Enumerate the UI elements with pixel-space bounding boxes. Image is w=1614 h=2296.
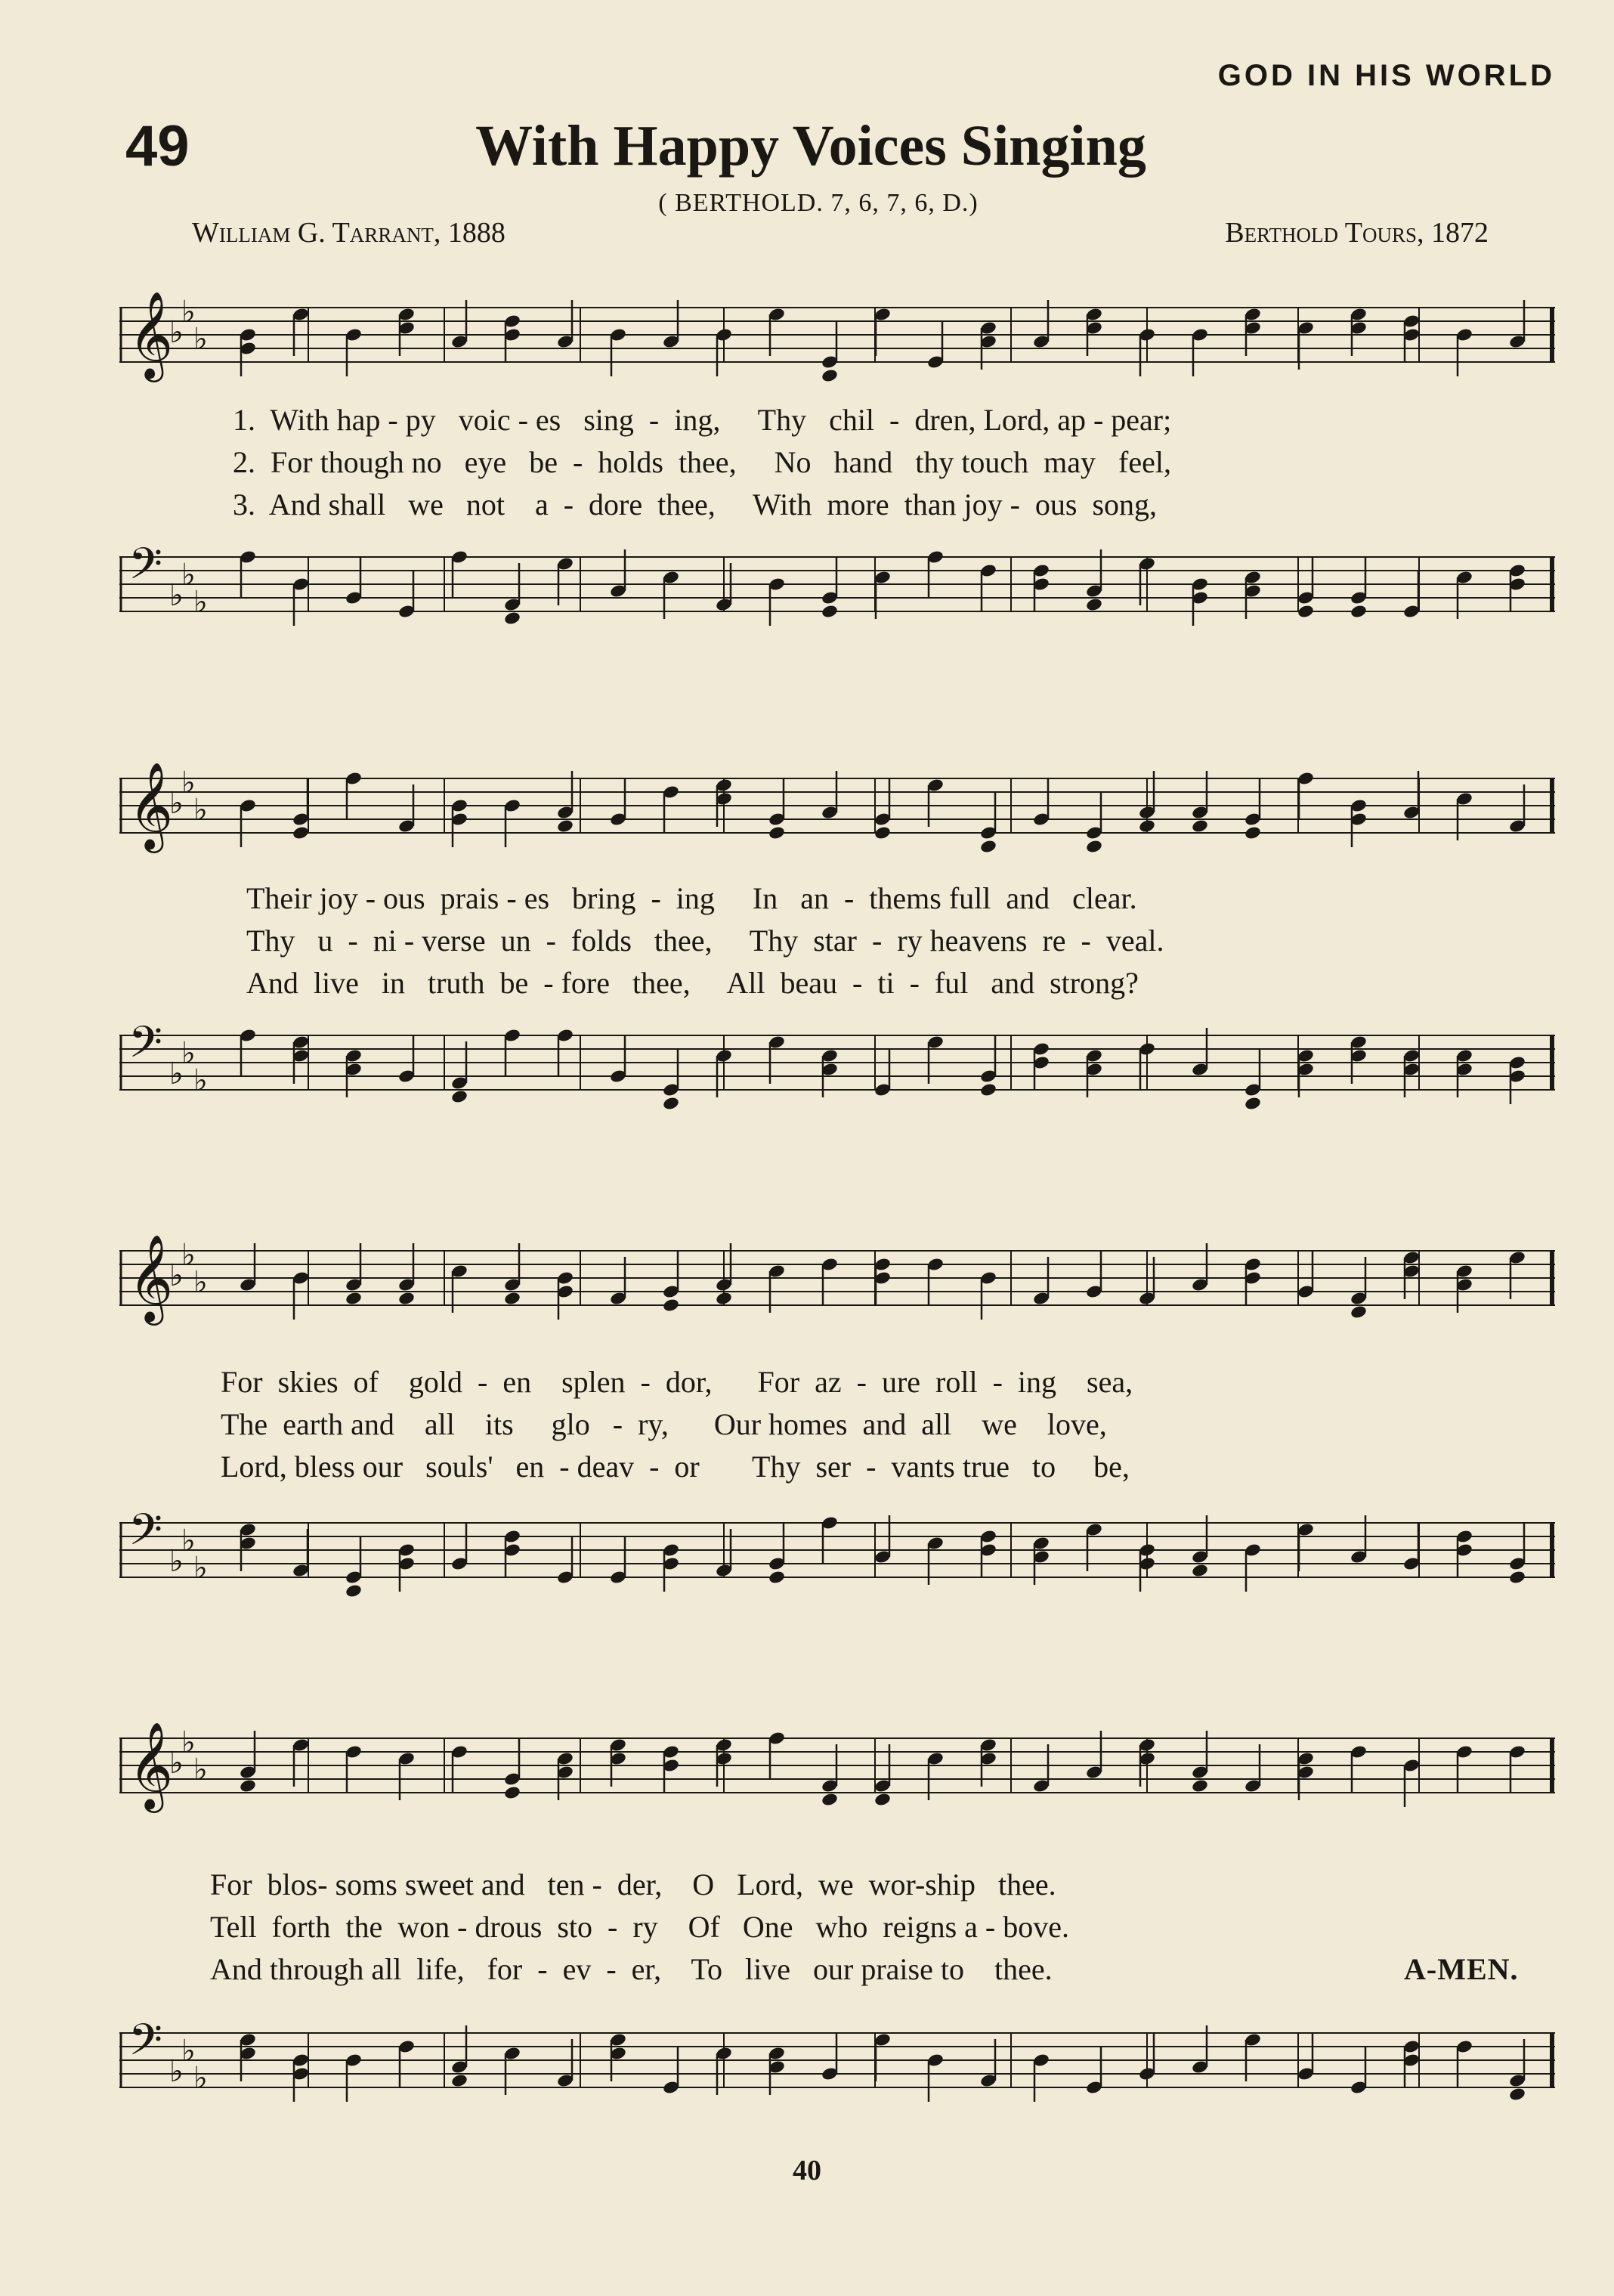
bass-clef-icon: 𝄢	[128, 2014, 163, 2076]
notehead	[1350, 604, 1368, 619]
notehead	[450, 1089, 468, 1104]
notehead	[450, 2073, 468, 2088]
flat-icon: ♭	[181, 1725, 196, 1760]
lyric-line-verse-1: 1. With hap - py voic - es sing - ing, Thy chil - dren, Lord, ap - pear;	[233, 403, 1172, 437]
composer-credit: Berthold Tours, 1872	[1225, 217, 1489, 249]
notehead	[821, 1792, 839, 1807]
treble-staff	[119, 1704, 1555, 1848]
music-system-3	[119, 1217, 1555, 1655]
notehead	[1085, 839, 1103, 854]
notehead	[556, 818, 574, 834]
lyric-line-verse-3: And live in truth be - fore thee, All beau - ti - ful and strong?	[246, 966, 1139, 1000]
staff-lines	[119, 1035, 1555, 1090]
notehead	[821, 604, 839, 619]
lyric-line-verse-3: Lord, bless our souls' en - deav - or Thy ser - vants true to be,	[221, 1450, 1130, 1484]
flat-icon: ♭	[169, 786, 184, 821]
section-title: GOD IN HIS WORLD	[1217, 59, 1555, 92]
flat-icon: ♭	[169, 578, 184, 613]
notehead	[292, 825, 310, 840]
treble-clef-icon: 𝄞	[128, 1721, 174, 1809]
flat-icon: ♭	[181, 1238, 196, 1273]
amen-label: A-MEN.	[1404, 1952, 1519, 1986]
bass-clef-icon: 𝄢	[128, 1016, 163, 1078]
lyric-line-verse-2: Thy u - ni - verse un - folds thee, Thy star - ry heavens re - veal.	[246, 924, 1164, 958]
flat-icon: ♭	[193, 1063, 208, 1098]
flat-icon: ♭	[181, 558, 196, 593]
notehead	[1085, 597, 1103, 612]
flat-icon: ♭	[181, 766, 196, 800]
notehead	[239, 1778, 257, 1793]
bass-clef-icon: 𝄢	[128, 538, 163, 600]
notehead	[1138, 818, 1156, 834]
flat-icon: ♭	[181, 1036, 196, 1071]
verse-lyrics	[119, 402, 1555, 531]
notehead	[662, 1096, 680, 1111]
flat-icon: ♭	[181, 2034, 196, 2069]
notehead	[979, 1082, 997, 1097]
lyric-line-verse-2: Tell forth the won - drous sto - ry Of One who reigns a - bove.	[210, 1910, 1069, 1944]
notehead	[1508, 1570, 1526, 1585]
notehead	[503, 611, 521, 626]
notehead	[345, 1291, 363, 1306]
lyric-line-verse-1: For skies of gold - en splen - dor, For az - ure roll - ing sea,	[221, 1365, 1133, 1399]
bass-staff	[119, 523, 1555, 674]
lyric-line-verse-1: Their joy - ous prais - es bring - ing In an - thems full and clear.	[246, 881, 1137, 915]
flat-icon: ♭	[169, 315, 184, 350]
notehead	[873, 825, 892, 840]
tune-name: ( BERTHOLD. 7, 6, 7, 6, D.)	[658, 189, 979, 217]
hymn-number: 49	[125, 114, 190, 178]
notehead	[873, 1792, 892, 1807]
notehead	[768, 825, 786, 840]
notehead	[345, 1583, 363, 1598]
verse-lyrics	[119, 1867, 1555, 1995]
flat-icon: ♭	[169, 1544, 184, 1579]
flat-icon: ♭	[169, 1746, 184, 1781]
notehead	[715, 1291, 733, 1306]
notehead	[1191, 818, 1209, 834]
bass-clef-icon: 𝄢	[128, 1504, 163, 1566]
notehead	[768, 1570, 786, 1585]
bass-staff	[119, 1489, 1555, 1655]
notehead	[1297, 604, 1315, 619]
flat-icon: ♭	[193, 585, 208, 620]
flat-icon: ♭	[169, 1258, 184, 1293]
treble-clef-icon: 𝄞	[128, 761, 174, 849]
notehead	[662, 1298, 680, 1313]
flat-icon: ♭	[181, 295, 196, 330]
notehead	[821, 368, 839, 383]
notehead	[1191, 1563, 1209, 1578]
bass-staff	[119, 1001, 1555, 1153]
flat-icon: ♭	[193, 1753, 208, 1787]
flat-icon: ♭	[193, 1551, 208, 1586]
notehead	[1508, 2087, 1526, 2102]
flat-icon: ♭	[193, 322, 208, 357]
flat-icon: ♭	[169, 2054, 184, 2089]
verse-lyrics	[119, 1364, 1555, 1493]
author-credit: William G. Tarrant, 1888	[192, 217, 506, 249]
bass-staff	[119, 1999, 1555, 2150]
notehead	[1191, 1778, 1209, 1793]
notehead	[1244, 1096, 1262, 1111]
treble-staff	[119, 1217, 1555, 1338]
notehead	[503, 1785, 521, 1800]
flat-icon: ♭	[169, 1057, 184, 1091]
notehead	[397, 1291, 416, 1306]
notehead	[503, 1291, 521, 1306]
treble-clef-icon: 𝄞	[128, 290, 174, 379]
notehead	[1350, 1304, 1368, 1320]
flat-icon: ♭	[193, 1265, 208, 1300]
flat-icon: ♭	[181, 1524, 196, 1558]
staff-lines	[119, 1251, 1555, 1305]
notehead	[1244, 825, 1262, 840]
treble-clef-icon: 𝄞	[128, 1233, 174, 1322]
music-system-2	[119, 744, 1555, 1168]
page-number: 40	[793, 2155, 821, 2186]
treble-staff	[119, 274, 1555, 387]
flat-icon: ♭	[193, 793, 208, 828]
hymn-title: With Happy Voices Singing	[475, 114, 1146, 178]
lyric-line-verse-2: The earth and all its glo - ry, Our homes and all we love,	[221, 1407, 1107, 1441]
music-system-1	[119, 274, 1555, 697]
verse-lyrics	[119, 880, 1555, 1009]
lyric-line-verse-2: 2. For though no eye be - holds thee, No hand thy touch may feel,	[233, 445, 1171, 479]
lyric-line-verse-3: 3. And shall we not a - dore thee, With more than joy - ous song,	[233, 487, 1158, 521]
staff-lines	[119, 1523, 1555, 1577]
lyric-line-verse-3: And through all life, for - ev - er, To live our praise to thee.	[210, 1952, 1053, 1986]
treble-staff	[119, 744, 1555, 858]
notehead	[979, 839, 997, 854]
lyric-line-verse-1: For blos- soms sweet and ten - der, O Lord, we wor-ship thee.	[210, 1867, 1056, 1901]
flat-icon: ♭	[193, 2061, 208, 2096]
music-system-4	[119, 1704, 1555, 2150]
